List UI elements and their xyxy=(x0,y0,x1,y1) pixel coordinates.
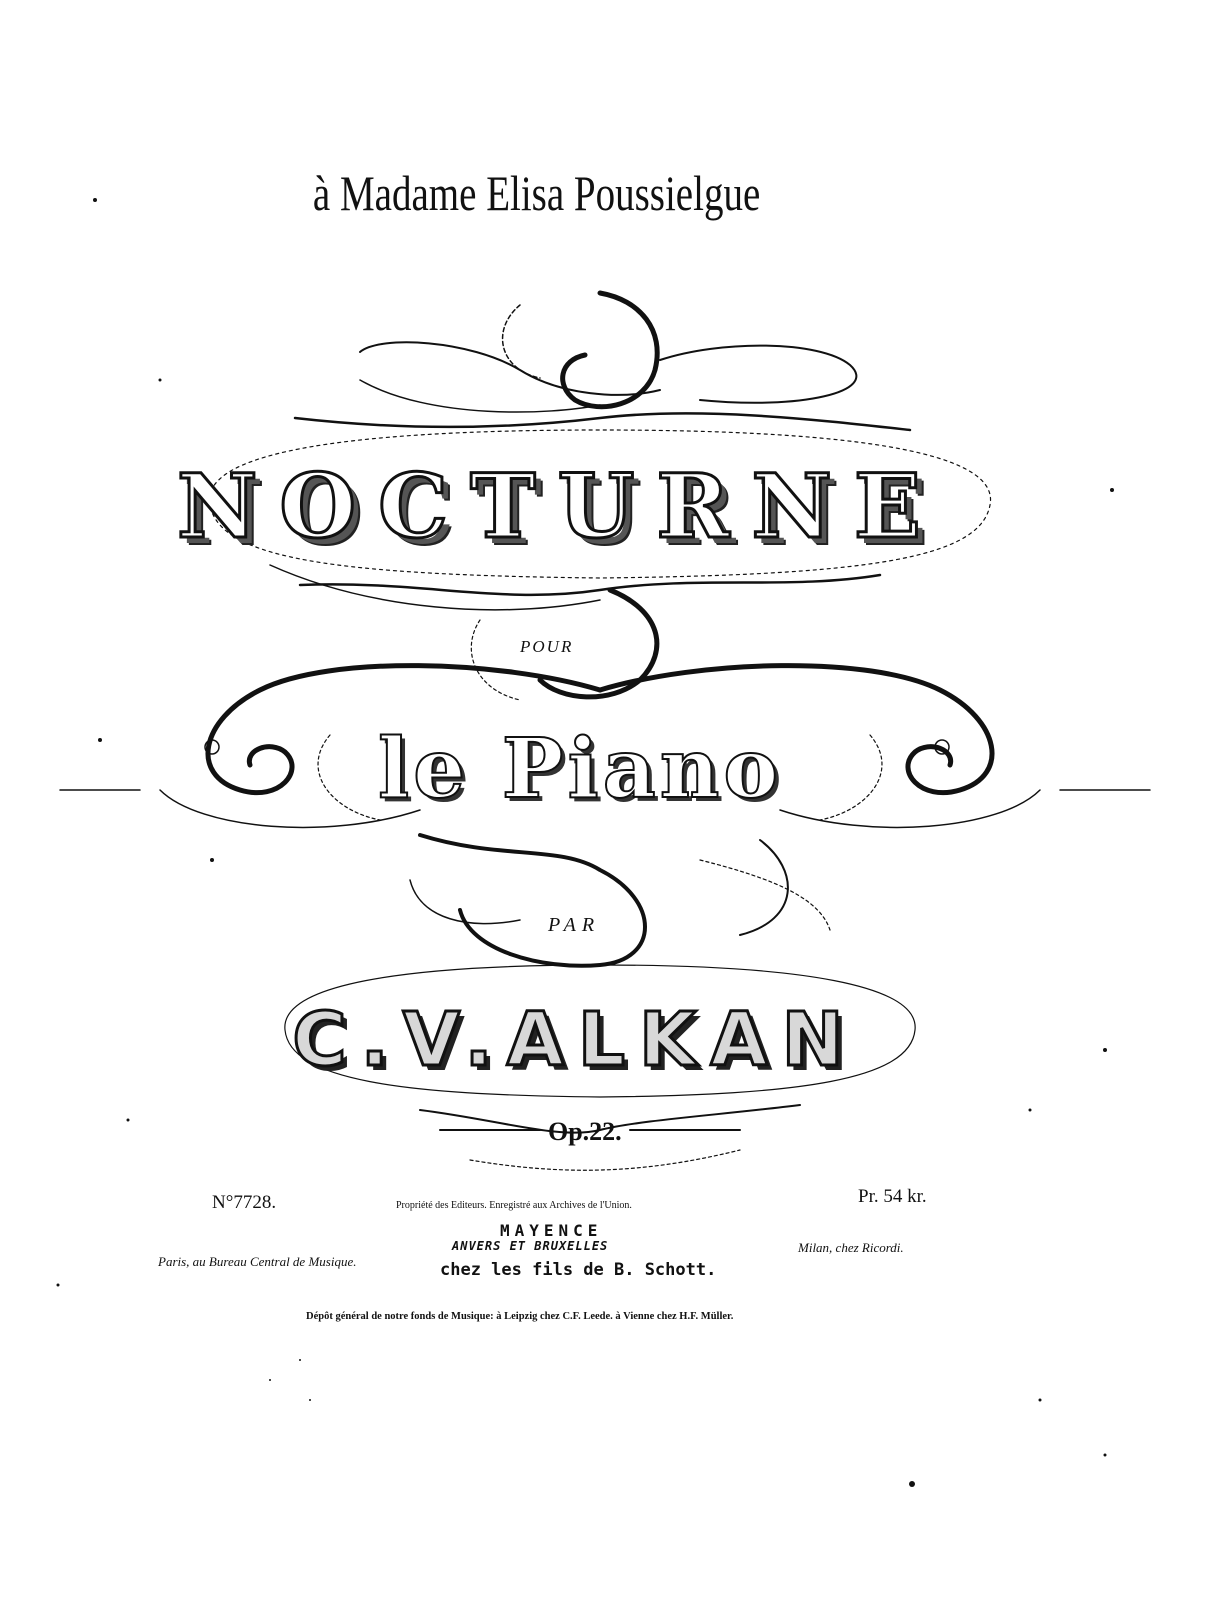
milan-agent: Milan, chez Ricordi. xyxy=(798,1240,904,1255)
publisher-name: chez les fils de B. Schott. xyxy=(440,1260,717,1280)
publisher-city: MAYENCE xyxy=(500,1221,603,1240)
plate-number: N°7728. xyxy=(212,1192,277,1213)
pour-label: POUR xyxy=(520,637,574,656)
publisher-cities: ANVERS ET BRUXELLES xyxy=(452,1239,609,1253)
paris-agent: Paris, au Bureau Central de Musique. xyxy=(158,1254,357,1269)
dedication: à Madame Elisa Poussielgue xyxy=(312,165,761,221)
instrument-label: le Piano xyxy=(377,721,783,817)
composer-name: C.V.ALKAN xyxy=(292,997,858,1083)
opus-number: Op.22. xyxy=(548,1117,622,1146)
par-label: PAR xyxy=(548,914,601,936)
price-label: Pr. 54 kr. xyxy=(858,1186,927,1207)
depot-line: Dépôt général de notre fonds de Musique: à Leipzig chez C.F. Leede. à Vienne chez H.F. Müller. xyxy=(306,1311,734,1322)
work-title: NOCTURNE xyxy=(176,454,943,558)
rights-notice: Propriété des Editeurs. Enregistré aux Archives de l'Union. xyxy=(396,1200,632,1211)
